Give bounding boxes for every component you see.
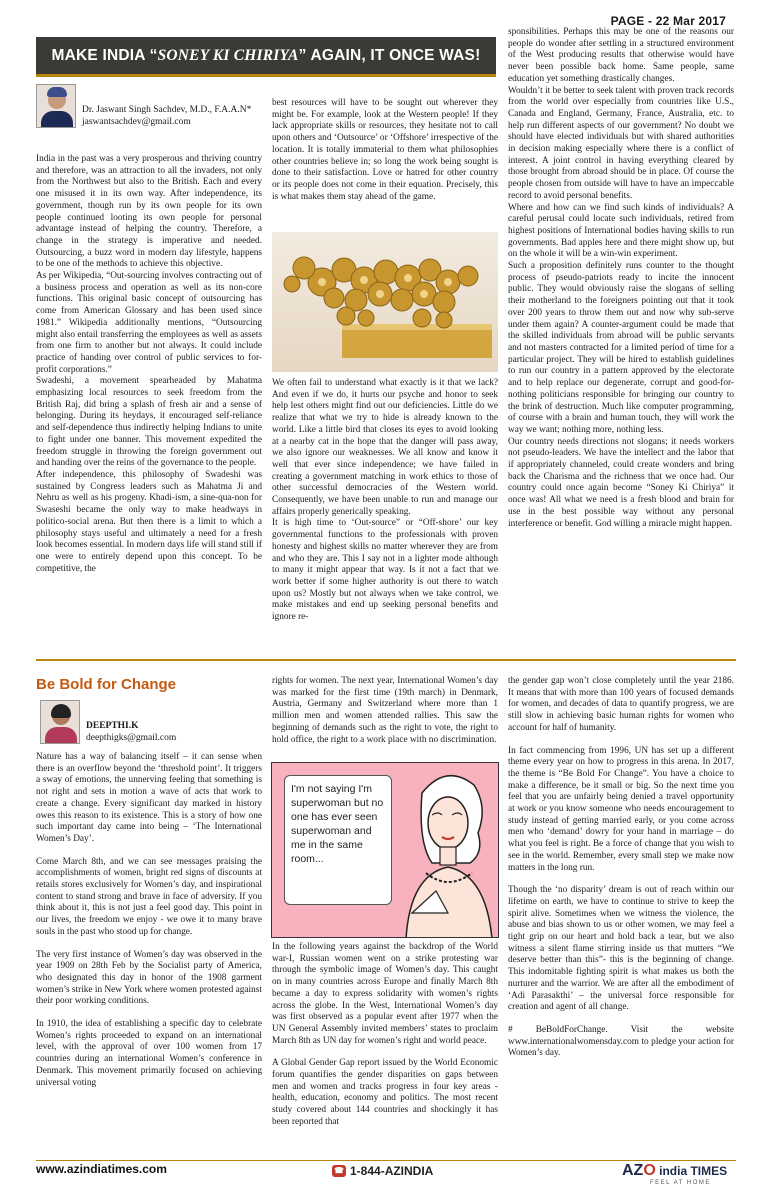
author-email[interactable]: deepthigks@gmail.com (86, 733, 177, 743)
article2-column-1 (36, 752, 262, 1150)
paragraph: Wouldn’t it be better to seek talent with proven track records from the world over especially from countries like U.S., Canada and England, Germany, France, Australia, etc. to help run different aspects of our government? No doubt we should have elected individuals but with shared authorities in decision making especially where there is a conflict of interest. A joint control in having everything cleared by those brought from abroad should be in place. Of course the people chosen from outside will have to have an impeccable record to avoid personal benefits. (508, 85, 734, 201)
paragraph: As per Wikipedia, “Out-sourcing involves contracting out of a business process and operation as well as its non-core functions. This original basic concept of outsourcing has come from American Glossary and has been used since 1981.” Wikipedia additionally mentions, “Outsourcing might also entail transferring the employees as well as assets from one firm to another but not always. It could include practice of handing over control of public services to for-profit corporations.” (36, 271, 262, 375)
article2-column-3 (508, 676, 734, 1150)
page-date-label: PAGE - 22 Mar 2017 (610, 14, 726, 28)
author-photo (36, 84, 76, 128)
paragraph: best resources will have to be sought out wherever they might be. For example, look at the Western people! If they lack appropriate skills or resources, they hesitate not to call upon others and ‘Outsource’ or ‘Offshore’ irrespective of the location. It is totally immaterial to them what philosophies other countries believe in; so long the work being sought is done to their satisfaction. Love or hatred for other country or its people does not come in their equation. Precisely, this is what makes them stay ahead of the game. (272, 98, 498, 202)
paragraph: Though the ‘no disparity’ dream is out of reach within our lifetime on earth, we have to continue to strive to keep the spirit alive. Sometimes when we witness the violence, the abuse and bias shown to us or other women, we may feel a tight grip on our heart and hold back a tear, but we also witness a silent flame stirring inside us that mutters “We deserve better than this”- this is the beginning of change. This indomitable fighting spirit is what makes us both the nurturer and the warrior. We are after all the embodiment of ‘Adi Parasakthi’ – the universal force responsible for creation and agent of all change. (508, 885, 734, 1013)
phone-icon: ☎ (332, 1165, 346, 1177)
author-name: Dr. Jaswant Singh Sachdev, M.D., F.A.A.N* (82, 105, 252, 115)
paragraph: A Global Gender Gap report issued by the World Economic forum quantifies the gender disparities on gaps between men and women and tracks progress in four key areas - health, education, economy and politics. The most recent study covered about 144 countries and shockingly it has been reported that (272, 1058, 498, 1127)
article1-column-3 (508, 27, 734, 654)
article1-byline (36, 84, 251, 128)
paragraph: India in the past was a very prosperous and thriving country and therefore, was an attraction to all the invaders, not only from the Northwest but also to the British. Each and every one misused it in its own way. After independence, its government, though run by its own people for its own people continued looting its own people for personal advantage instead of helping the country. Therefore, a change in the strategy is imperative and needed. Outsourcing, a buzz word in modern day lifestyle, happens to be one of the methods to achieve this objective. (36, 154, 262, 270)
paragraph: Such a proposition definitely runs counter to the thought process of pseudo-patriots ready to incite the innocent public. They would obviously raise the slogans of selling their motherland to the foreigners pointing out that it took over 200 years to throw them out and now why sub-serve under them again? A counter-argument could be made that the skilled individuals from abroad will be public servants and not masters contracted for a limited period of time for a particular project. They will be hired to establish guidelines to run our country in a pattern approved by the electorate and to help replace our degenerate, corrupt and good-for-nothing politicians responsible for bringing our country to the brink of destruction. Much like computer programming, of course with a brain and human touch, they will work the way we want; nothing more, nothing less. (508, 261, 734, 435)
article1-title-banner (36, 37, 496, 77)
footer-website-link[interactable]: www.azindiatimes.com (36, 1162, 167, 1176)
article2-byline (40, 700, 176, 744)
article2-title: Be Bold for Change (36, 676, 177, 693)
publication-logo: AZO india TIMES (622, 1162, 728, 1179)
cartoon-image (271, 762, 499, 938)
cartoon-speech-text: I'm not saying I'm superwoman but no one has ever seen superwoman and me in the same room... (284, 775, 392, 905)
paragraph: Swadeshi, a movement spearheaded by Mahatma emphasizing local resources to seek freedom from the British Raj, did bring a splash of fresh air and a sense of belonging. During its heydays, it encouraged self-reliance and self-dependence thus indirectly helping Indians to unite to fight under one banner. This movement expedited the freedom struggle in throwing the foreign government out and handing over the reins of the governance to the people. (36, 376, 262, 469)
paragraph: rights for women. The next year, International Women’s day was marked for the first time (19th march) in Denmark, Austria, Germany and Switzerland where more than 1 million men and women attended rallies. This saw the beginning of demands such as the right to vote, the right to hold office, the right to a work place with no discrimination. (272, 676, 498, 745)
footer-rule (36, 1160, 736, 1161)
author-photo (40, 700, 80, 744)
paragraph: Where and how can we find such kinds of individuals? A careful perusal could locate such individuals, retired from highest positions of International bodies having skills to run governments. Bad apples here and there might show up, but on the whole it will be a win-win experiment. (508, 202, 734, 260)
paragraph: the gender gap won’t close completely until the year 2186. It means that with more than 100 years of focused demands for women, and decades of data to quantify progress, we are still slow in achieving basic human rights for women who account for half of humanity. (508, 676, 734, 733)
author-name: DEEPTHI.K (86, 721, 139, 731)
cartoon-woman-illustration (392, 763, 499, 938)
section-divider (36, 659, 736, 661)
paragraph: It is high time to ‘Out-source” or “Off-shore’ our key governmental functions to the professionals with proven honesty and highest skills no matter wherever they are from and who they are. This I say not in a lighter mode although to many it might appear that way. Is it not a fact that we work better if some higher authority is out there to watch upon us? Mostly but not always when we take control, we make mistakes and end up seeking personal benefits and ignore re- (272, 518, 498, 623)
article2-column-2-top (272, 676, 498, 758)
publication-tagline: FEEL AT HOME (650, 1180, 711, 1186)
article1-column-1 (36, 154, 262, 654)
gear-lion-image (272, 232, 498, 372)
author-email[interactable]: jaswantsachdev@gmail.com (82, 117, 191, 127)
paragraph: After independence, this philosophy of Swadeshi was sustained by Congress leaders such as Mahatma Ji and Nehru as well as his progeny. Khadi-ism, a sine-qua-non for Swaseshi became the only way to make headways in politico-social arena. But then there is a limit to which a philosophy stays useful and ultimately a need for a fresh look becomes essential. In modern days life will stand still if one were to entirely depend upon this concept. To be competitive, the (36, 469, 262, 574)
paragraph: The very first instance of Women’s day was observed in the year 1909 on 28th Feb by the Socialist party of America, who designated this day in honor of the 1908 garment women’s strike in New York where women protested against their poor working conditions. (36, 949, 262, 1007)
paragraph: In the following years against the backdrop of the World war-I, Russian women went on a strike protesting war through the symbolic image of Women’s day. This caught on in many countries across Europe and finally March 8th became a day to express solidarity with women’s rights across the globe. In the West, International Women’s day was first observed as a popular event after 1977 when the UN General Assembly invited members’ states to proclaim March 8th as UN day for women’s right and world peace. (272, 942, 498, 1046)
paragraph: Our country needs directions not slogans; it needs workers not pseudo-leaders. We have the intellect and the labor that if appropriately channeled, could create wonders and bring back the Charisma and the richness that we once had. Our country could once again become “Soney Ki Chiriya” it once was! All what we need is a fresh blood and brain for use in the best possible way without any personal interference or benefit. God willing a miracle might happen. (508, 436, 734, 529)
paragraph: We often fail to understand what exactly is it that we lack? And even if we do, it hurts our psyche and honor to seek help lest others might find out our deficiencies. Little do we realize that what we try to hide is already known to the world. Like a little bird that closes its eyes to avoid looking at a nearby cat in the hope that the danger will pass away, we also ignore our weaknesses. We all know and know it well that ever since independence; we have failed in creating a government matching in work ethics to those of other successful democracies of the Western world. Consequently, we have been unable to run and manage our affairs properly generically speaking. (272, 378, 498, 517)
paragraph: Nature has a way of balancing itself – it can sense when there is an overflow beyond the ‘threshold point’. It triggers a sway of emotions, the unnerving feeling that something is not right and sets in motion a wave of acts that work to create a change. Every significant day marked in history owes this reason to its existence. This is a story of how one such important day came into being – ‘The International Women’s Day’. (36, 752, 262, 844)
paragraph: # BeBoldForChange. Visit the website www.internationalwomensday.com to pledge your action for Women’s day. (508, 1024, 734, 1059)
paragraph: In 1910, the idea of establishing a specific day to celebrate Women’s rights proceeded to expand on an international level, with the approval of over 100 women from 17 countries during an international Women’s conference in Denmark. This movement primarily focused on achieving universal voting (36, 1019, 262, 1088)
page-footer (0, 1150, 770, 1190)
article1-title: MAKE INDIA “SONEY KI CHIRIYA” AGAIN, IT ONCE WAS! (51, 46, 481, 64)
article1-column-2-top (272, 98, 498, 228)
phone-number: 1-844-AZINDIA (350, 1164, 434, 1178)
gear-lion-illustration (272, 232, 498, 372)
footer-phone[interactable] (332, 1164, 433, 1178)
paragraph: Come March 8th, and we can see messages praising the accomplishments of women, bright red signs of discounts at retails stores exclusively for Women’s day, and inspirational content to stand strong and brave in face of adversity. If you think about it, this is not just a feel good day. This point in our lives, the freedom we enjoy - we owe it to many brave souls in the past who stood up for change. (36, 856, 262, 937)
paragraph: In fact commencing from 1996, UN has set up a different theme every year on how to progress in this arena. In 2017, the theme is “Be Bold For Change”. You have a choice to make a difference, be it small or big. So the next time you feel that you are unfairly being denied a travel opportunity at work or you know someone who needs encouragement to study instead of getting married early, or you come across men who ‘demand’ dowry for your hand in marriage – do what you feel is right. Be a force of change that you wish to see in the world. Remember, every small step we make now matters in the long run. (508, 745, 734, 873)
paragraph: sponsibilities. Perhaps this may be one of the reasons our people do wonder after settling in a structured environment of the West producing results that otherwise would have never been possible back home. Same people, same education yet something drastically changes. (508, 27, 734, 84)
article2-column-2-bottom (272, 942, 498, 1150)
article1-column-2-bottom (272, 378, 498, 654)
